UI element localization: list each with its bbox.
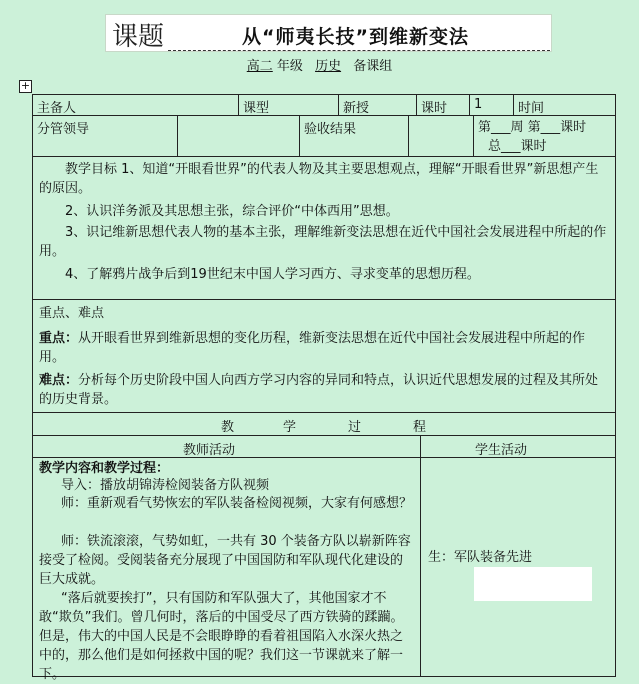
- check-value-cell[interactable]: [408, 116, 473, 156]
- goal-4: 4、了解鸦片战争后到19世纪末中国人学习西方、寻求变革的思想历程。: [65, 267, 480, 282]
- goal-2: 2、认识洋务派及其思想主张，综合评价“中体西用”思想。: [65, 204, 399, 219]
- hours-value-cell[interactable]: [469, 95, 513, 115]
- goal-1: 教学目标 1、知道“开眼看世界”的代表人物及其主要思想观点，理解“开眼看世界”新思想产生的原因。: [39, 162, 599, 196]
- hours-cell[interactable]: [416, 95, 469, 115]
- process-char-1: 教: [221, 420, 235, 435]
- content-separator: [420, 458, 421, 676]
- process-char-4: 程: [413, 420, 427, 435]
- keypoints-section: [33, 300, 615, 413]
- table-move-handle-icon[interactable]: +: [20, 79, 31, 92]
- teacher-paragraph-2: 师：铁流滚滚，气势如虹，一共有 30 个装备方队以崭新阵容接受了检阅。受阅装备充分展现了中国国防和军队现代化建设的巨大成就。: [39, 534, 411, 587]
- type-label: 课型: [243, 101, 270, 116]
- lesson-title: 从“师夷长技”到维新变法: [242, 26, 469, 48]
- goal-3: 3、识记维新思想代表人物的基本主张，理解维新变法思想在近代中国社会发展进程中所起的作用。: [39, 225, 607, 259]
- week-cell[interactable]: [473, 116, 615, 156]
- grade-value: 高二: [246, 59, 273, 74]
- week-label: 第___周 第___课时: [478, 120, 587, 135]
- grade-label: 年级: [276, 59, 303, 74]
- image-patch: [474, 567, 592, 601]
- presenter-cell[interactable]: [33, 95, 238, 115]
- hours-label: 课时: [421, 101, 448, 116]
- hours-value: 1: [474, 97, 483, 112]
- leader-label: 分管领导: [37, 122, 90, 137]
- time-label: 时间: [518, 101, 545, 116]
- time-cell[interactable]: [513, 95, 615, 115]
- group-label: 备课组: [353, 59, 393, 74]
- goals-section: [33, 157, 615, 300]
- presenter-label: 主备人: [37, 101, 77, 116]
- key-point-text: 从开眼看世界到维新思想的变化历程，维新变法思想在近代中国社会发展进程中所起的作用。: [39, 331, 586, 365]
- teacher-paragraph-3: “落后就要挨打”，只有国防和军队强大了，其他国家才不敢“欺负”我们。曾几何时，落后的中国受尽了西方铁骑的蹂躏。但是，伟大的中国人民是不会眼睁睁的看着祖国陷入水深火热之中的，那么他们是如何拯救中国的呢？我们这一节课就来了解一下。: [39, 591, 404, 682]
- title-label: 课题: [112, 22, 165, 52]
- student-column-header: 学生活动: [475, 443, 528, 458]
- process-char-3: 过: [348, 420, 362, 435]
- info-row-1: [33, 95, 615, 116]
- difficult-point: [39, 371, 609, 409]
- subject-value: 历史: [315, 59, 342, 74]
- student-answer: 生：军队装备先进: [428, 550, 533, 565]
- type-value-cell[interactable]: [338, 95, 416, 115]
- type-cell[interactable]: [238, 95, 338, 115]
- difficult-point-label: 难点：: [39, 373, 79, 388]
- keypoints-heading: 重点、难点: [39, 306, 105, 321]
- process-char-2: 学: [283, 420, 297, 435]
- check-cell[interactable]: [299, 116, 408, 156]
- leader-value-cell[interactable]: [177, 116, 299, 156]
- difficult-point-text: 分析每个历史阶段中国人向西方学习内容的异同和特点，认识近代思想发展的过程及其所处的历史背景。: [39, 373, 599, 407]
- total-label: 总___课时: [488, 139, 547, 154]
- key-point-label: 重点：: [39, 331, 79, 346]
- leader-cell[interactable]: [33, 116, 177, 156]
- intro-text: 导入：播放胡锦涛检阅装备方队视频: [61, 478, 270, 493]
- teacher-paragraph-1: 师：重新观看气势恢宏的军队装备检阅视频，大家有何感想？: [61, 496, 413, 511]
- info-row-2: [33, 116, 615, 157]
- check-label: 验收结果: [304, 122, 357, 137]
- teacher-column-header: 教师活动: [183, 443, 236, 458]
- column-header-row: [33, 436, 615, 458]
- subject-line: [0, 55, 639, 74]
- key-point: [39, 329, 609, 367]
- type-value: 新授: [343, 101, 370, 116]
- process-title-row: [33, 413, 615, 436]
- process-heading: 教学内容和教学过程：: [39, 461, 170, 476]
- column-separator: [420, 436, 421, 457]
